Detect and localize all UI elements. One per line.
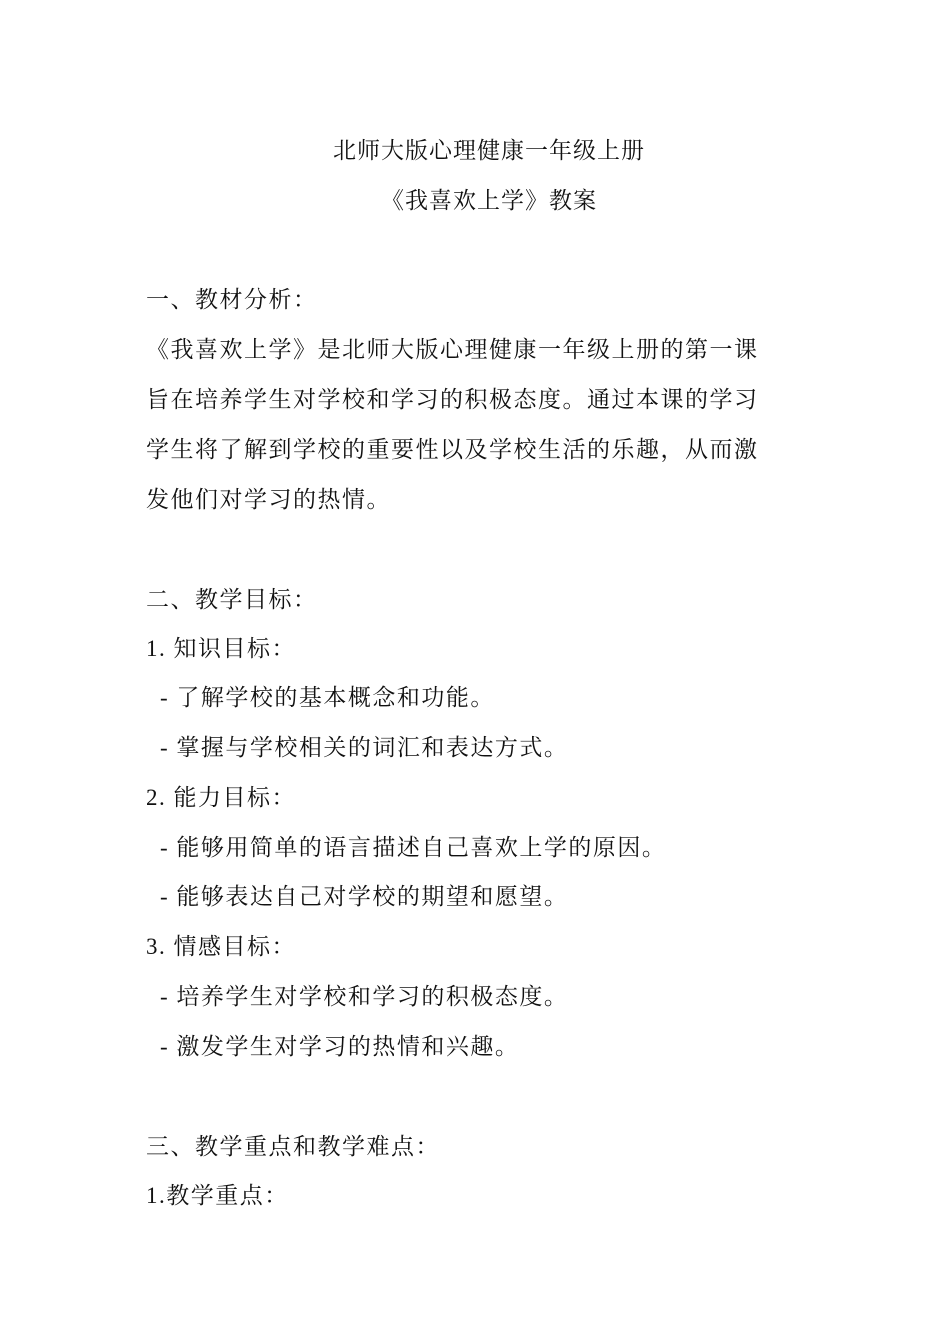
goal-label-emotion: 3. 情感目标：	[146, 934, 296, 959]
goal-label-ability: 2. 能力目标：	[146, 785, 296, 810]
document-subtitle: 《我喜欢上学》教案	[381, 188, 597, 213]
goal-item: - 能够用简单的语言描述自己喜欢上学的原因。	[160, 835, 667, 860]
section-heading-analysis: 一、教材分析：	[146, 287, 318, 312]
paragraph-line: 发他们对学习的热情。	[146, 487, 391, 512]
goal-item: - 培养学生对学校和学习的积极态度。	[160, 984, 569, 1009]
goal-item: - 激发学生对学习的热情和兴趣。	[160, 1034, 520, 1059]
section-heading-goals: 二、教学目标：	[146, 587, 318, 612]
goal-item: - 掌握与学校相关的词汇和表达方式。	[160, 735, 569, 760]
document-title: 北师大版心理健康一年级上册	[333, 138, 645, 163]
paragraph-line: 旨在培养学生对学校和学习的积极态度。通过本课的学习	[146, 387, 759, 412]
paragraph-line: 《我喜欢上学》是北师大版心理健康一年级上册的第一课	[146, 337, 759, 362]
sub-heading-key-point: 1.教学重点：	[146, 1183, 289, 1208]
goal-item: - 了解学校的基本概念和功能。	[160, 685, 495, 710]
paragraph-line: 学生将了解到学校的重要性以及学校生活的乐趣，从而激	[146, 437, 759, 462]
goal-item: - 能够表达自己对学校的期望和愿望。	[160, 884, 569, 909]
section-heading-key-points: 三、教学重点和教学难点：	[146, 1134, 440, 1159]
goal-label-knowledge: 1. 知识目标：	[146, 636, 296, 661]
